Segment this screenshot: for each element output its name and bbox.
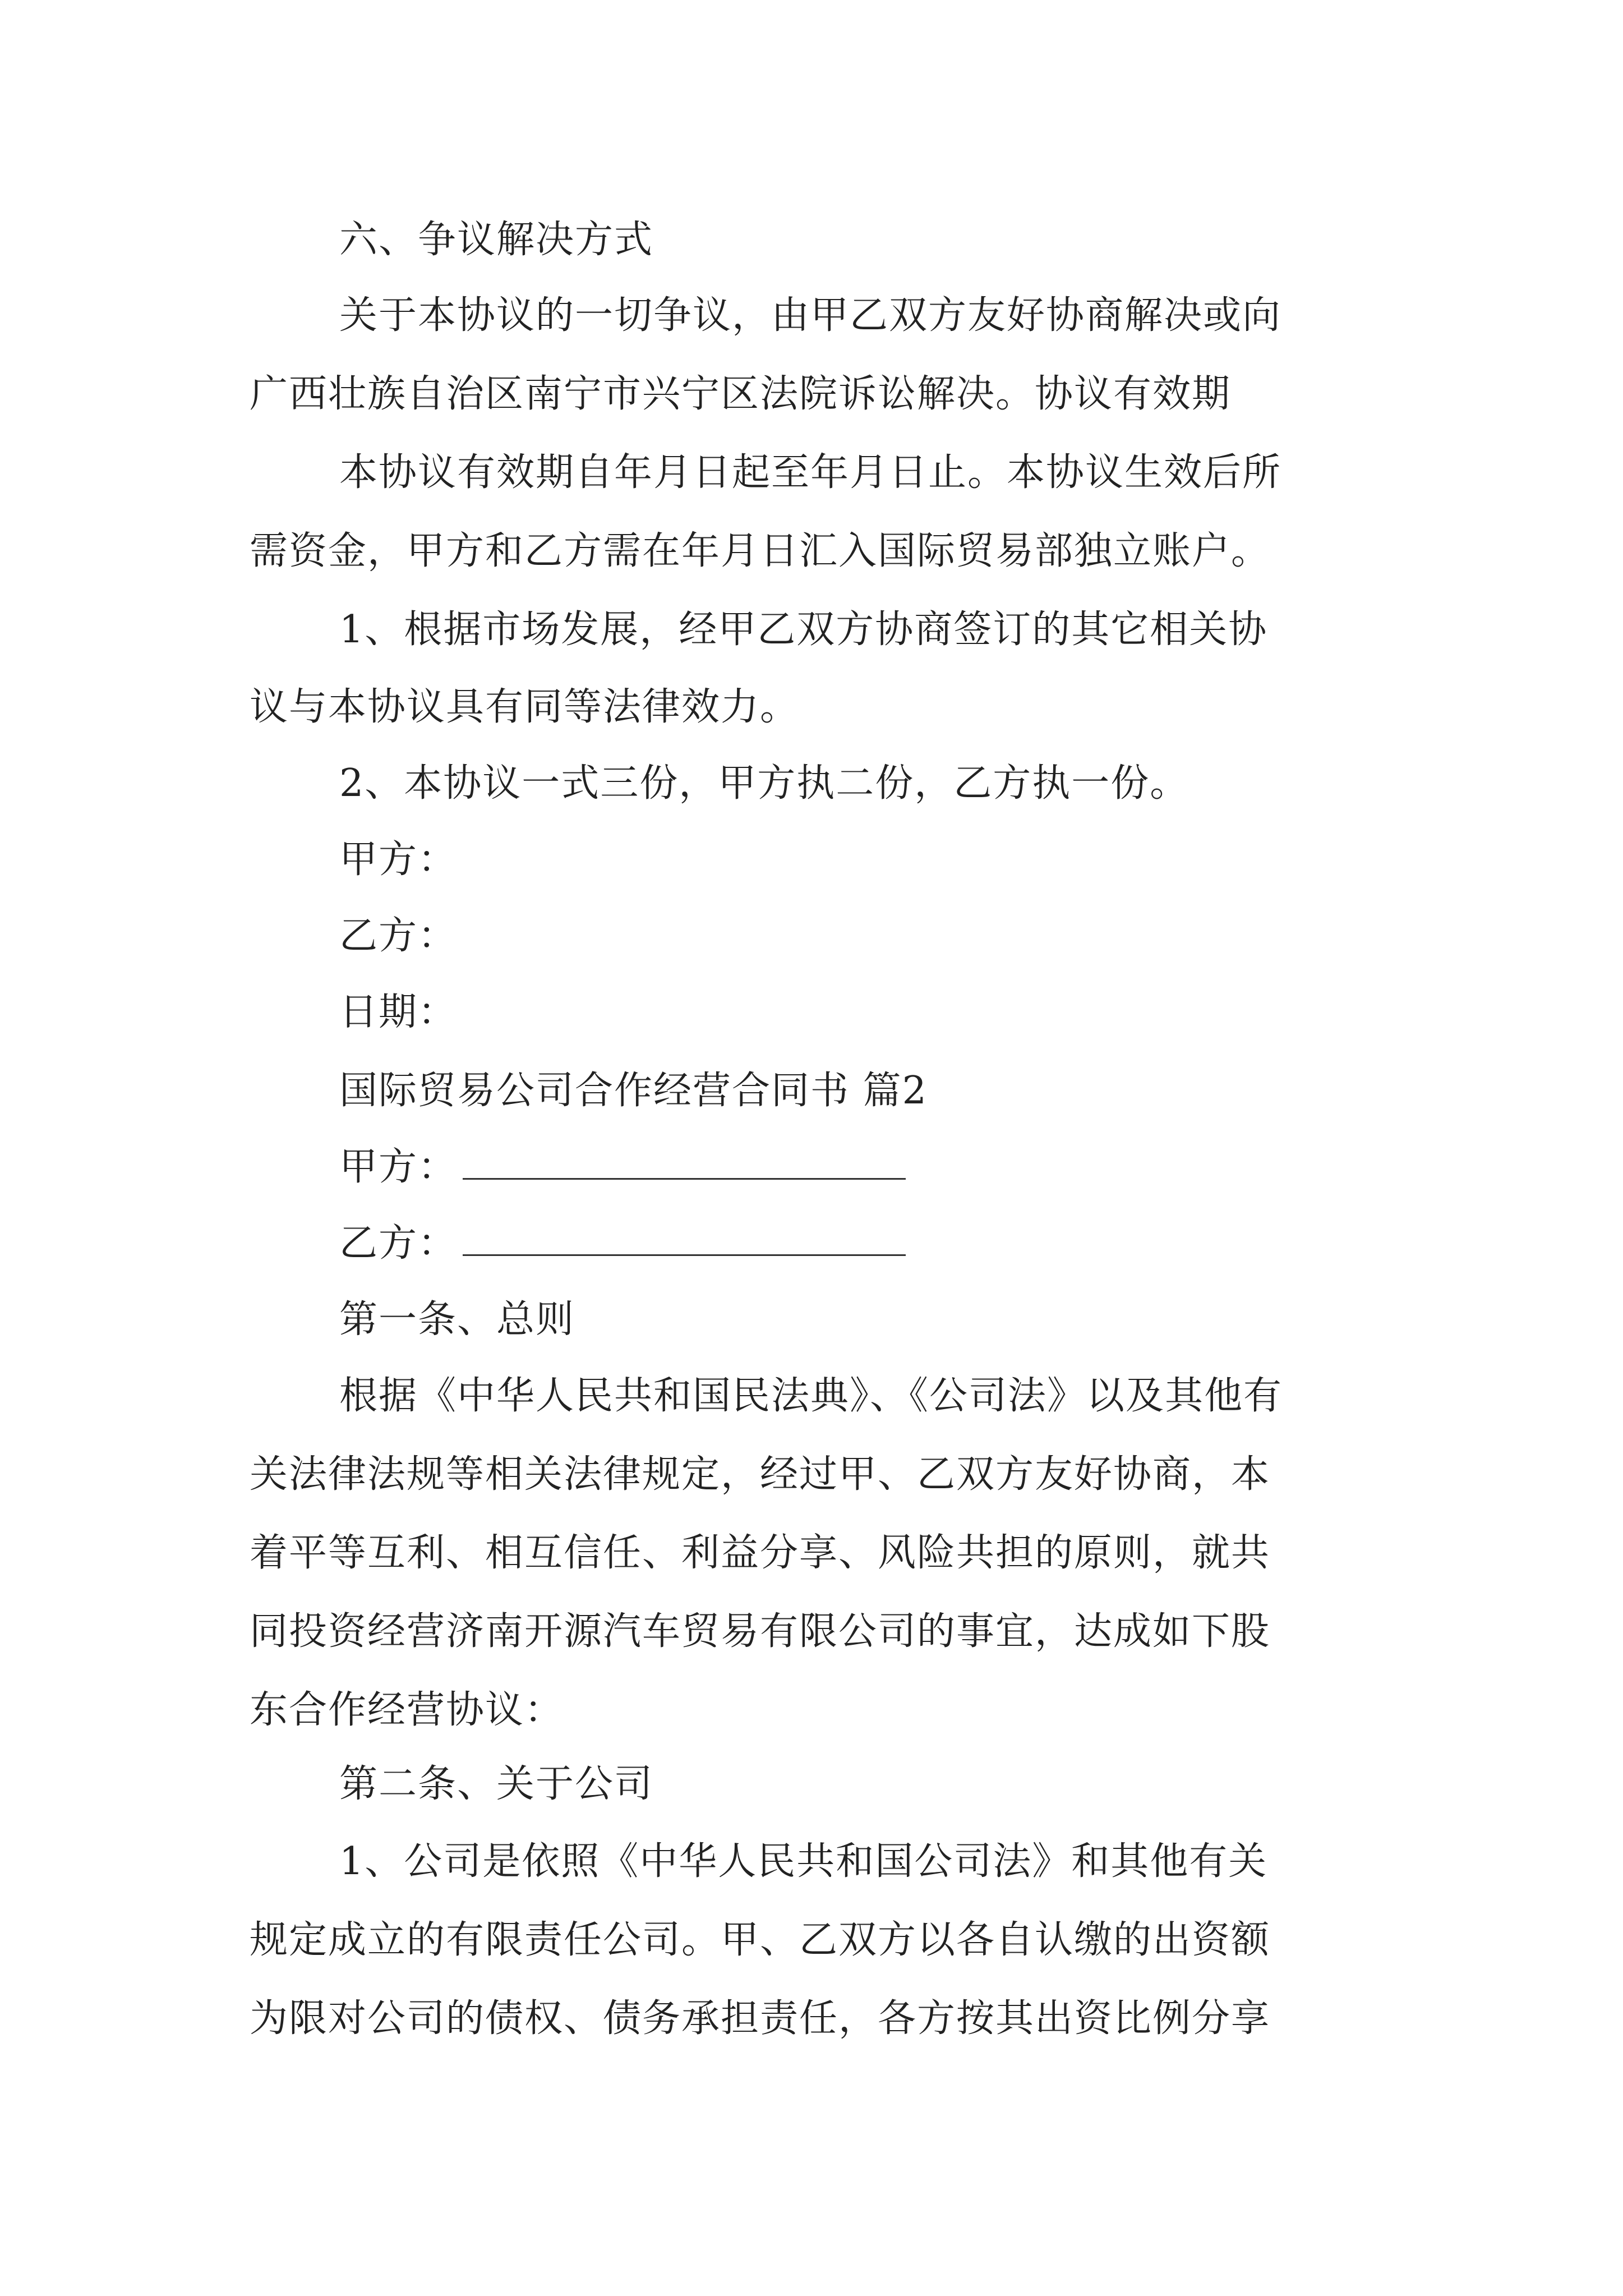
paragraph-line: 着平等互利、相互信任、利益分享、风险共担的原则，就共 [250, 1531, 1271, 1575]
paragraph-line: 议与本协议具有同等法律效力。 [250, 685, 800, 729]
paragraph-line: 广西壮族自治区南宁市兴宁区法院诉讼解决。协议有效期 [250, 372, 1232, 416]
signature-party-a-label: 甲方： [339, 838, 458, 882]
paragraph-line: 需资金，甲方和乙方需在年月日汇入国际贸易部独立账户。 [250, 529, 1271, 573]
signature-party-b-label: 乙方： [339, 914, 458, 958]
paragraph-line: 2、本协议一式三份，甲方执二份，乙方执一份。 [339, 761, 1189, 806]
paragraph-line: 为限对公司的债权、债务承担责任，各方按其出资比例分享 [250, 1996, 1271, 2041]
article-heading-general: 第一条、总则 [339, 1297, 575, 1342]
section-heading-dispute-resolution: 六、争议解决方式 [339, 218, 654, 262]
signature-date-label: 日期： [339, 990, 458, 1034]
paragraph-line: 同投资经营济南开源汽车贸易有限公司的事宜，达成如下股 [250, 1609, 1271, 1654]
paragraph-line: 根据《中华人民共和国民法典》、《公司法》以及其他有 [339, 1374, 1283, 1418]
party-b-field [339, 1218, 906, 1269]
party-a-label: 甲方： [339, 1145, 458, 1189]
paragraph-line: 关法律法规等相关法律规定，经过甲、乙双方友好协商，本 [250, 1452, 1271, 1497]
paragraph-line: 本协议有效期自年月日起至年月日止。本协议生效后所 [339, 450, 1282, 495]
party-a-blank [463, 1176, 906, 1180]
paragraph-line: 1、公司是依照《中华人民共和国公司法》和其他有关 [339, 1839, 1268, 1884]
paragraph-line: 规定成立的有限责任公司。甲、乙双方以各自认缴的出资额 [250, 1918, 1271, 1962]
party-a-field [339, 1142, 906, 1193]
paragraph-line: 1、根据市场发展，经甲乙双方协商签订的其它相关协 [339, 608, 1268, 652]
party-b-blank [463, 1252, 906, 1256]
contract-title: 国际贸易公司合作经营合同书 篇2 [339, 1069, 928, 1113]
party-b-label: 乙方： [339, 1221, 458, 1266]
article-heading-company: 第二条、关于公司 [339, 1762, 654, 1806]
paragraph-line: 东合作经营协议： [250, 1688, 564, 1732]
paragraph-line: 关于本协议的一切争议，由甲乙双方友好协商解决或向 [339, 293, 1282, 338]
